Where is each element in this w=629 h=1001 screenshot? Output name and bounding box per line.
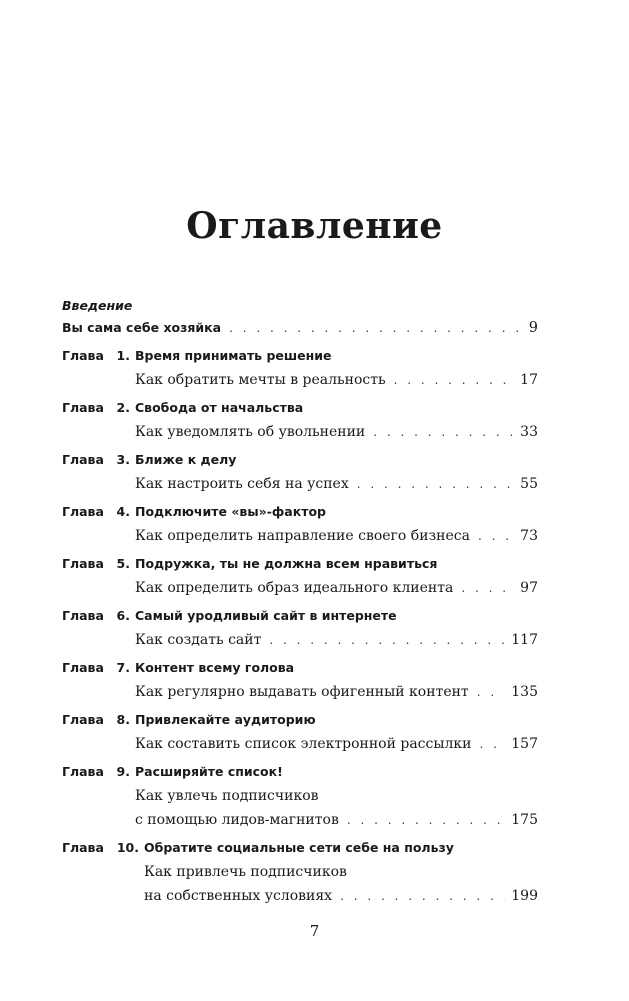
toc-entry-chapter-7[interactable] (62, 656, 538, 704)
intro-title: Вы сама себе хозяйка (62, 320, 222, 335)
chapter-label: Глава (62, 660, 104, 675)
leader-dots (477, 680, 506, 704)
page-ref: 157 (511, 736, 538, 752)
chapter-subtitle: Как регулярно выдавать офигенный контент (135, 684, 469, 700)
chapter-label: Глава (62, 348, 104, 363)
chapter-subtitle-line (62, 808, 538, 832)
chapter-subtitle-line (62, 732, 538, 756)
page-ref: 175 (511, 812, 538, 828)
toc-entry-chapter-10[interactable] (62, 836, 538, 908)
chapter-heading (62, 344, 538, 368)
toc-entry-chapter-3[interactable] (62, 448, 538, 496)
chapter-subtitle-line (62, 368, 538, 392)
chapter-number: 10. (116, 840, 139, 855)
leader-dots (340, 884, 505, 908)
chapter-heading (62, 836, 538, 860)
chapter-number: 4. (116, 504, 130, 519)
chapter-subtitle-line (62, 472, 538, 496)
page-ref: 55 (520, 476, 538, 492)
toc-entry-chapter-4[interactable] (62, 500, 538, 548)
chapter-label: Глава (62, 764, 104, 779)
chapter-number: 6. (116, 608, 130, 623)
table-of-contents (62, 296, 538, 908)
chapter-number: 9. (116, 764, 130, 779)
chapter-subtitle-line (62, 576, 538, 600)
page-ref: 33 (520, 424, 538, 440)
page-title: Оглавление (186, 205, 443, 247)
chapter-title: Привлекайте аудиторию (135, 712, 316, 727)
chapter-subtitle: с помощью лидов-магнитов (135, 812, 339, 828)
chapter-label: Глава (62, 712, 104, 727)
toc-entry-chapter-5[interactable] (62, 552, 538, 600)
toc-entry-chapter-8[interactable] (62, 708, 538, 756)
chapter-subtitle-line (62, 784, 538, 808)
toc-entry-chapter-9[interactable] (62, 760, 538, 832)
leader-dots (373, 420, 514, 444)
leader-dots (357, 472, 514, 496)
chapter-subtitle-line (62, 628, 538, 652)
chapter-subtitle-line (62, 680, 538, 704)
chapter-label: Глава (62, 608, 104, 623)
chapter-subtitle-line (62, 420, 538, 444)
leader-dots (394, 368, 515, 392)
leader-dots (347, 808, 505, 832)
chapter-title: Расширяйте список! (135, 764, 283, 779)
leader-dots (461, 576, 514, 600)
chapter-title: Время принимать решение (135, 348, 332, 363)
chapter-number: 5. (116, 556, 130, 571)
chapter-subtitle: Как составить список электронной рассылки (135, 736, 472, 752)
leader-dots (269, 628, 505, 652)
chapter-subtitle: Как создать сайт (135, 632, 262, 648)
chapter-heading (62, 552, 538, 576)
chapter-heading (62, 604, 538, 628)
page-ref: 73 (520, 528, 538, 544)
chapter-label: Глава (62, 400, 104, 415)
chapter-number: 2. (116, 400, 130, 415)
chapter-heading (62, 500, 538, 524)
toc-entry-chapter-2[interactable] (62, 396, 538, 444)
chapter-label: Глава (62, 556, 104, 571)
chapter-title: Ближе к делу (135, 452, 237, 467)
toc-entry-chapter-6[interactable] (62, 604, 538, 652)
chapter-heading (62, 656, 538, 680)
chapter-number: 1. (116, 348, 130, 363)
chapter-subtitle-line (62, 860, 538, 884)
page-ref: 9 (528, 320, 538, 336)
chapter-heading (62, 396, 538, 420)
page-ref: 117 (511, 632, 538, 648)
toc-entry-chapter-1[interactable] (62, 344, 538, 392)
chapter-title: Обратите социальные сети себе на пользу (144, 840, 454, 855)
chapter-subtitle: Как уведомлять об увольнении (135, 424, 366, 440)
intro-label: Введение (62, 298, 133, 313)
chapter-label: Глава (62, 504, 104, 519)
page-number: 7 (309, 922, 320, 940)
chapter-title: Свобода от начальства (135, 400, 304, 415)
page-ref: 97 (520, 580, 538, 596)
chapter-title: Подружка, ты не должна всем нравиться (135, 556, 438, 571)
toc-entry-intro[interactable] (62, 316, 538, 340)
chapter-heading (62, 448, 538, 472)
chapter-number: 8. (116, 712, 130, 727)
chapter-list (62, 344, 538, 908)
chapter-heading (62, 760, 538, 784)
page-ref: 135 (511, 684, 538, 700)
leader-dots (229, 316, 518, 340)
chapter-subtitle: на собственных условиях (144, 888, 333, 904)
chapter-title: Контент всему голова (135, 660, 295, 675)
chapter-subtitle: Как обратить мечты в реальность (135, 372, 386, 388)
chapter-heading (62, 708, 538, 732)
leader-dots (479, 732, 505, 756)
chapter-number: 3. (116, 452, 130, 467)
chapter-label: Глава (62, 840, 104, 855)
leader-dots (478, 524, 514, 548)
chapter-subtitle-line (62, 884, 538, 908)
chapter-number: 7. (116, 660, 130, 675)
page-ref: 199 (511, 888, 538, 904)
chapter-subtitle: Как определить направление своего бизнеса (135, 528, 470, 544)
chapter-subtitle: Как определить образ идеального клиента (135, 580, 454, 596)
page-ref: 17 (520, 372, 538, 388)
chapter-subtitle: Как привлечь подписчиков (144, 864, 347, 880)
chapter-title: Подключите «вы»-фактор (135, 504, 327, 519)
chapter-subtitle: Как настроить себя на успех (135, 476, 349, 492)
chapter-label: Глава (62, 452, 104, 467)
chapter-title: Самый уродливый сайт в интернете (135, 608, 397, 623)
chapter-subtitle-line (62, 524, 538, 548)
chapter-subtitle: Как увлечь подписчиков (135, 788, 319, 804)
